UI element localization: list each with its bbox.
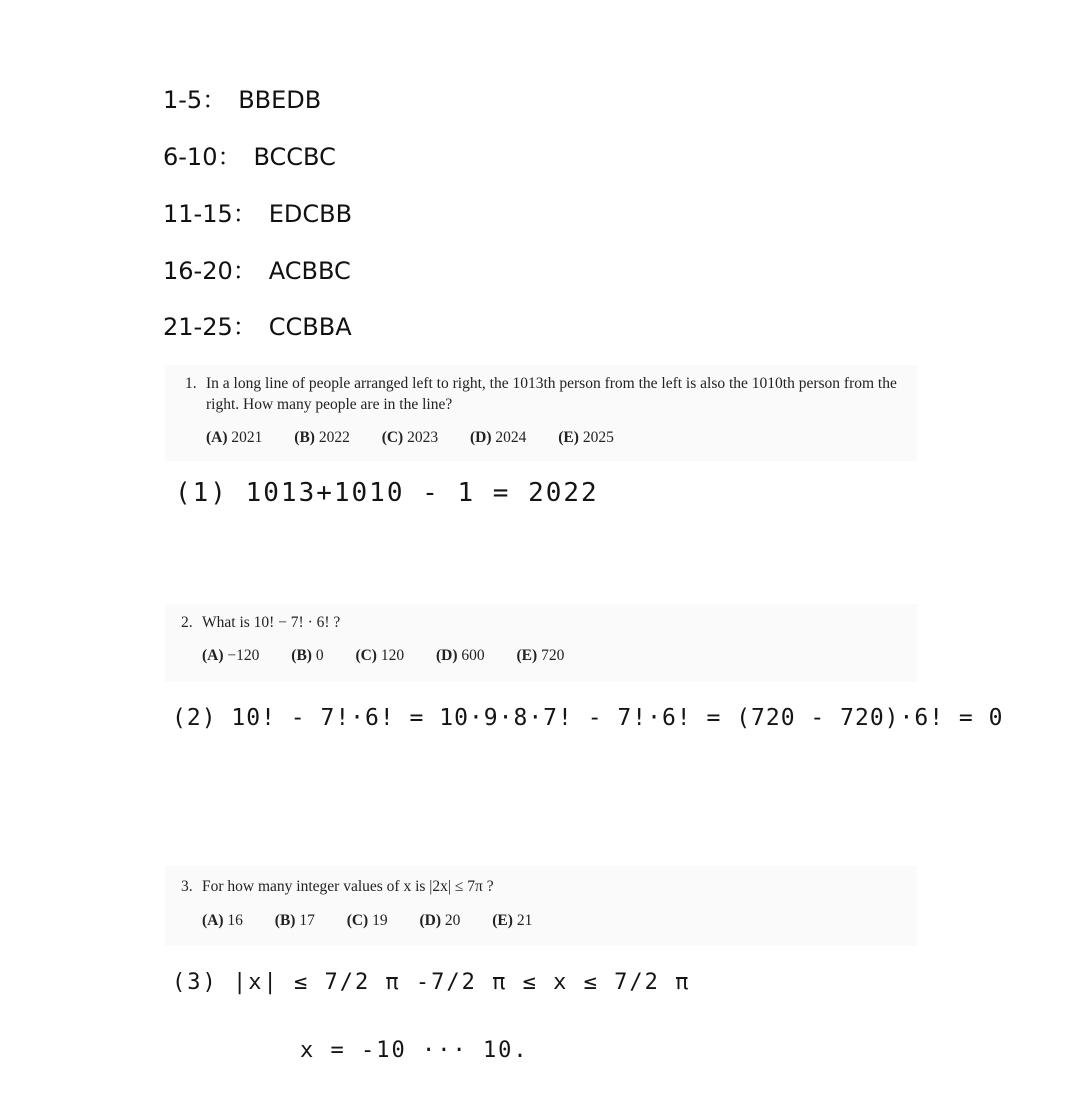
choice-b: (B) 0	[291, 647, 324, 664]
answer-row	[163, 251, 351, 286]
choice-b: (B) 17	[274, 912, 315, 929]
question-number: 2.	[181, 614, 193, 631]
answer-choices	[206, 429, 642, 447]
choice-d: (D) 600	[435, 647, 485, 664]
answer-choices	[202, 647, 592, 665]
handwritten-work-3: (3) |x| ≤ 7/2 π -7/2 π ≤ x ≤ 7/2 π	[172, 970, 691, 995]
answer-row	[163, 307, 352, 342]
handwritten-work-3-line-2: x = -10 ··· 10.	[300, 1038, 529, 1063]
choice-d: (D) 2024	[469, 429, 527, 446]
choice-b: (B) 2022	[294, 429, 350, 446]
handwritten-work-2: (2) 10! - 7!·6! = 10·9·8·7! - 7!·6! = (720 - 720)·6! = 0	[172, 705, 1004, 731]
question-number: 3.	[181, 878, 193, 895]
answer-range: 1-5：	[163, 86, 227, 114]
choice-c: (C) 19	[346, 912, 388, 929]
answer-row	[163, 80, 321, 115]
choice-d: (D) 20	[419, 912, 461, 929]
answer-row	[163, 137, 336, 172]
question-1-box	[165, 365, 917, 461]
answer-letters: ACBBC	[268, 257, 351, 285]
choice-c: (C) 2023	[381, 429, 439, 446]
choice-e: (E) 720	[516, 647, 565, 664]
question-text: For how many integer values of x is |2x| ≤ 7π ?	[202, 878, 494, 895]
question-text: What is 10! − 7! · 6! ?	[202, 614, 341, 631]
choice-c: (C) 120	[355, 647, 405, 664]
choice-a: (A) −120	[202, 647, 260, 664]
answer-choices	[202, 912, 560, 930]
answer-range: 16-20：	[163, 257, 257, 285]
choice-e: (E) 2025	[558, 429, 614, 446]
question-number: 1.	[185, 375, 197, 392]
question-3-box	[165, 866, 917, 946]
answer-range: 11-15：	[163, 200, 257, 228]
choice-e: (E) 21	[492, 912, 533, 929]
answer-row	[163, 194, 352, 229]
answer-range: 6-10：	[163, 143, 242, 171]
choice-a: (A) 16	[202, 912, 243, 929]
answer-letters: CCBBA	[268, 313, 352, 341]
answer-letters: BCCBC	[253, 143, 336, 171]
choice-a: (A) 2021	[206, 429, 263, 446]
answer-letters: EDCBB	[268, 200, 353, 228]
question-text: In a long line of people arranged left to right, the 1013th person from the left is also the 1010th person from the right. How many people are in the line?	[206, 375, 897, 413]
handwritten-work-1: (1) 1013+1010 - 1 = 2022	[175, 478, 599, 508]
answer-letters: BBEDB	[238, 86, 322, 114]
answer-range: 21-25：	[163, 313, 257, 341]
question-2-box	[165, 604, 917, 682]
